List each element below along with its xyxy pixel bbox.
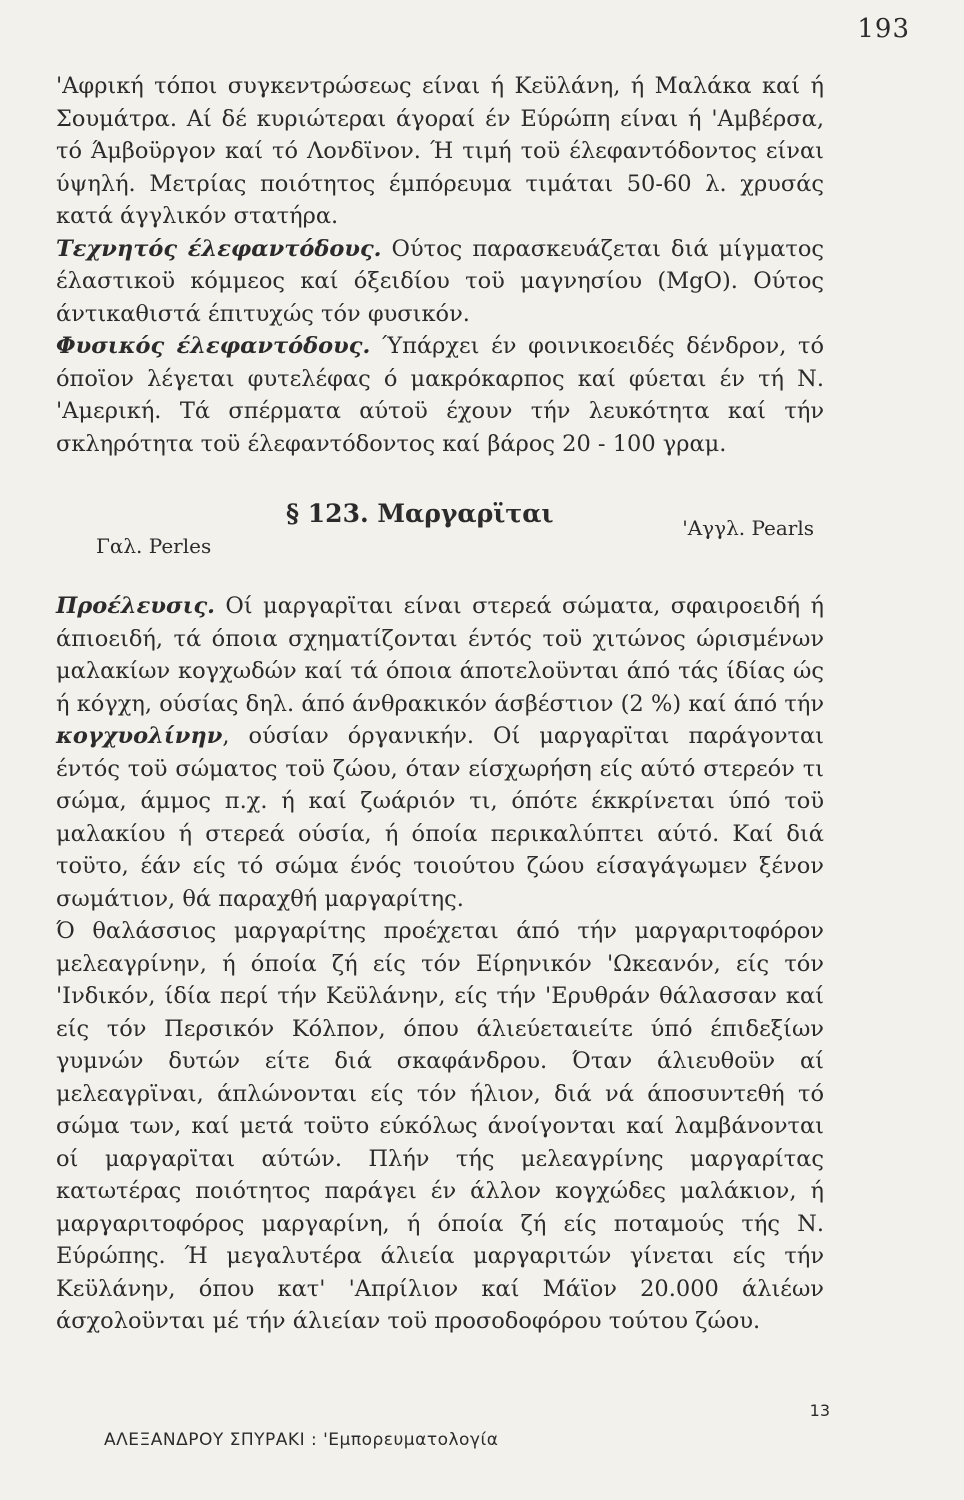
paragraph-text: 'Αφρική τόποι συγκεντρώσεως είναι ή Κεϋλάνη, ή Μαλάκα καί ή Σουμάτρα. Αί δέ κυριώτεραι άγοραί έν Εύρώπη είναι ή 'Αμβέρσα, τό Άμβοϋργον καί τό Λονδϊνον. Ή τιμή τοϋ έλεφαντόδοντος είναι ύψηλή. Μετρίας ποιότητος έμπόρευμα τιμάται 50-60 λ. χρυσάς κατά άγγλικόν στατήρα. xyxy=(56,73,824,229)
section-title: § 123. Μαργαρϊται xyxy=(286,499,554,528)
runin-heading-origin: Προέλευσις. xyxy=(56,593,215,619)
paragraph-africa-sources xyxy=(56,70,824,233)
paragraph-origin xyxy=(56,590,824,915)
paragraph-artificial-ivory xyxy=(56,233,824,331)
section-heading xyxy=(56,498,824,562)
paragraph-natural-ivory xyxy=(56,330,824,460)
section-english-term: 'Αγγλ. Pearls xyxy=(682,515,814,540)
paragraph-text: , ούσίαν όργανικήν. Οί μαργαρϊται παράγονται έντός τοϋ σώματος τοϋ ζώου, όταν είσχωρήση είς αύτό στερεόν τι σώμα, άμμος π.χ. ή καί ζωάριόν τι, όπότε έκκρίνεται ύπό τοϋ μαλακίου ή στερεά ούσία, ή όποία περικαλύπτει αύτό. Καί διά τοϋτο, έάν είς τό σώμα ένός τοιούτου ζώου είσαγάγωμεν ξένον σωμάτιον, θά παραχθή μαργαρίτης. xyxy=(56,723,824,912)
runin-heading-natural-ivory: Φυσικός έλεφαντόδους. xyxy=(56,333,371,359)
paragraph-text: Ύπάρχει έν φοινικοειδές δένδρον, τό όποϊον λέγεται φυτελέφας ό μακρόκαρπος καί φύεται έν τή Ν. 'Αμερική. Τά σπέρματα αύτοϋ έχουν τήν λευκότητα καί τήν σκληρότητα τοϋ έλεφαντόδοντος καί βάρος 20 - 100 γραμ. xyxy=(56,333,824,457)
page-footer: ΑΛΕΞΑΝΔΡΟΥ ΣΠΥΡΑΚΙ : 'Εμπορευματολογία xyxy=(104,1430,499,1450)
runin-heading-artificial-ivory: Τεχνητός έλεφαντόδους. xyxy=(56,235,382,262)
paragraph-sea-pearl xyxy=(56,915,824,1338)
paragraph-text: Ό θαλάσσιος μαργαρίτης προέχεται άπό τήν μαργαριτοφόρον μελεαγρίνην, ή όποία ζή είς τόν Είρηνικόν 'Ωκεανόν, είς τόν 'Ινδικόν, ίδία περί τήν Κεϋλάνην, είς τήν 'Ερυθράν θάλασσαν καί είς τόν Περσικόν Κόλπον, όπου άλιεύεταιείτε ύπό έπιδεξίων γυμνών δυτών είτε διά σκαφάνδρου. Όταν άλιευθοϋν αί μελεαγρϊναι, άπλώνονται είς τόν ήλιον, διά νά άποσυντεθή τό σώμα των, καί μετά τοϋτο εύκόλως άνοίγονται καί λαμβάνονται οί μαργαρϊται αύτών. Πλήν τής μελεαγρίνης μαργαρίτας κατωτέρας ποιότητος παράγει έν άλλον κογχώδες μαλάκιον, ή μαργαριτοφόρος μαργαρίνη, ή όποία ζή είς ποταμούς τής Ν. Εύρώπης. Ή μεγαλυτέρα άλιεία μαργαριτών γίνεται είς τήν Κεϋλάνην, όπου κατ' 'Απρίλιον καί Μάϊον 20.000 άλιέων άσχολοϋνται μέ τήν άλιείαν τοϋ προσοδοφόρου τούτου ζώου. xyxy=(56,918,824,1334)
paragraph-text: Ούτος παρασκευάζεται διά μίγματος έλαστικοϋ κόμμεος καί όξειδίου τοϋ μαγνησίου (MgO). Ούτος άντικαθιστά έπιτυχώς τόν φυσικόν. xyxy=(56,235,824,327)
paragraph-text: Οί μαργαρϊται είναι στερεά σώματα, σφαιροειδή ή άπιοειδή, τά όποια σχηματίζονται έντός τοϋ χιτώνος ώρισμένων μαλακίων κογχωδών καί τά όποια άποτελοϋνται άπό τάς ίδίας ώς ή κόγχη, ούσίας δηλ. άπό άνθρακικόν άσβέστιον (2 %) καί άπό τήν xyxy=(56,593,824,717)
page-number: 193 xyxy=(857,14,910,44)
signature-mark: 13 xyxy=(809,1401,830,1420)
body-text xyxy=(56,70,824,1338)
emphasized-term: κογχυολίνην xyxy=(56,723,223,749)
section-french-term: Γαλ. Perles xyxy=(96,533,212,558)
